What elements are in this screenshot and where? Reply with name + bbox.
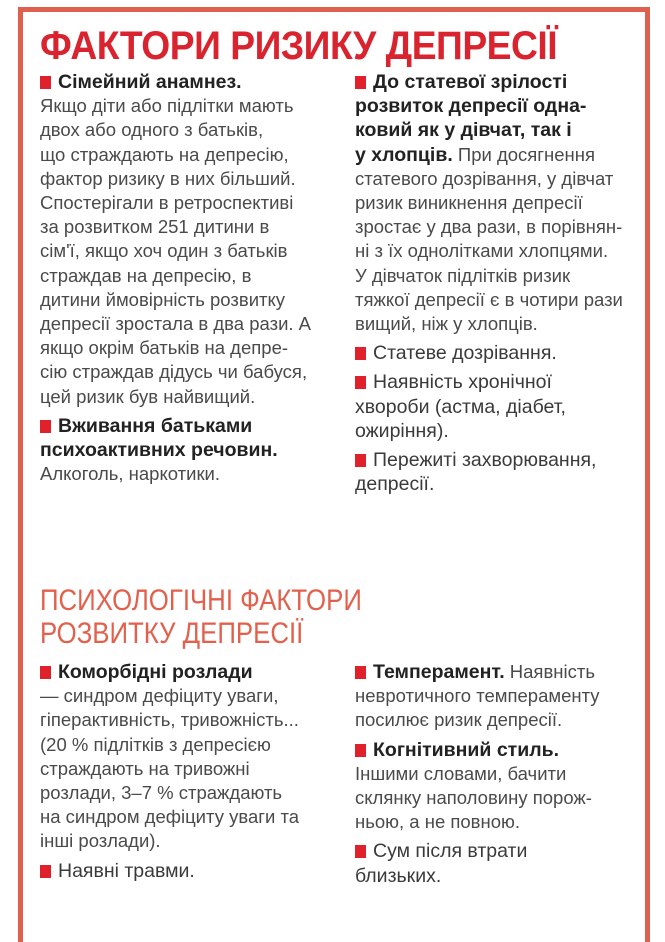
item-text: розлади, 3–7 % страждають bbox=[40, 782, 283, 804]
red-square-bullet-icon bbox=[355, 845, 366, 858]
item-lead: у хлопців. bbox=[355, 143, 453, 166]
red-square-bullet-icon bbox=[40, 666, 51, 679]
red-square-bullet-icon bbox=[355, 347, 366, 360]
item-text: двох або одного з батьків, bbox=[40, 119, 264, 141]
item-text: (20 % підлітків з депресією bbox=[40, 733, 271, 755]
red-square-bullet-icon bbox=[355, 76, 366, 89]
item-text: сім'ї, якщо хоч один з батьків bbox=[40, 240, 288, 262]
item-text: якщо окрім батьків на депре- bbox=[40, 337, 289, 359]
risk-factors-left-column bbox=[40, 70, 320, 491]
item-text: на синдром дефіциту уваги та bbox=[40, 806, 300, 828]
item-text: невротичного темпераменту bbox=[355, 685, 600, 707]
list-item-trauma bbox=[40, 859, 320, 883]
red-square-bullet-icon bbox=[40, 420, 51, 433]
item-lead: Когнітивний стиль. bbox=[373, 738, 560, 761]
list-item-cognitive-style bbox=[355, 738, 635, 835]
list-item-comorbid-disorders bbox=[40, 660, 320, 854]
item-text: страждають на тривожні bbox=[40, 757, 250, 779]
item-lead: Коморбідні розлади bbox=[58, 661, 253, 683]
item-text: інші розлади). bbox=[40, 830, 161, 852]
red-square-bullet-icon bbox=[355, 376, 366, 389]
red-square-bullet-icon bbox=[355, 454, 366, 467]
item-lead: Вживання батьками bbox=[58, 414, 253, 437]
item-text: При досягнення bbox=[457, 143, 596, 165]
item-text: статевого дозрівання, у дівчат bbox=[355, 167, 614, 189]
item-text: хвороби (астма, діабет, bbox=[355, 395, 566, 418]
list-item-past-illness bbox=[355, 448, 635, 496]
item-lead: розвиток депресії одна- bbox=[355, 95, 587, 118]
item-text: дитини ймовірність розвитку bbox=[40, 288, 286, 310]
list-item-family-history bbox=[40, 70, 320, 409]
item-text: Наявні травми. bbox=[58, 859, 195, 882]
item-text: страждав на депресію, в bbox=[40, 264, 252, 286]
item-text: У дівчаток підлітків ризик bbox=[355, 264, 571, 286]
list-item-parental-substance-use bbox=[40, 414, 320, 487]
item-text: Статеве дозрівання. bbox=[373, 342, 557, 365]
item-text: тяжкої депресії є в чотири рази bbox=[355, 288, 623, 310]
item-text: вищий, ніж у хлопців. bbox=[355, 313, 538, 335]
item-text: посилює ризик депресії. bbox=[355, 709, 563, 731]
item-text: — синдром дефіциту уваги, bbox=[40, 685, 279, 707]
item-text: що страждають на депресію, bbox=[40, 143, 289, 165]
red-square-bullet-icon bbox=[40, 865, 51, 878]
item-text: Спостерігали в ретроспективі bbox=[40, 192, 294, 214]
item-text: зростає у два рази, в порівнян- bbox=[355, 216, 623, 238]
subtitle-line: РОЗВИТКУ ДЕПРЕСІЇ bbox=[40, 617, 304, 650]
list-item-temperament bbox=[355, 660, 635, 733]
item-text: Якщо діти або підлітки мають bbox=[40, 95, 294, 117]
item-text: ні з їх однолітками хлопцями. bbox=[355, 240, 609, 262]
red-square-bullet-icon bbox=[355, 666, 366, 679]
item-text: сію страждав дідусь чи бабуся, bbox=[40, 361, 308, 383]
item-text: Наявність bbox=[509, 661, 595, 682]
item-lead: Сімейний анамнез. bbox=[58, 71, 242, 93]
list-item-grief bbox=[355, 839, 635, 887]
item-text: ожиріння). bbox=[355, 419, 449, 442]
item-text: депресії. bbox=[355, 473, 435, 496]
item-text: склянку наполовину порож- bbox=[355, 787, 592, 809]
red-square-bullet-icon bbox=[40, 76, 51, 89]
item-text: Пережиті захворювання, bbox=[373, 449, 597, 472]
item-lead: До статевої зрілості bbox=[373, 71, 568, 93]
item-text: фактор ризику в них більший. bbox=[40, 167, 296, 189]
item-text: гіперактивність, тривожність... bbox=[40, 709, 299, 731]
section-subtitle bbox=[40, 584, 362, 650]
psych-factors-left-column bbox=[40, 660, 320, 888]
item-text: близьких. bbox=[355, 864, 442, 887]
item-text: Сум після втрати bbox=[373, 840, 528, 863]
item-text: депресії зростала в два рази. А bbox=[40, 313, 312, 335]
subtitle-line: ПСИХОЛОГІЧНІ ФАКТОРИ bbox=[40, 584, 362, 617]
item-text: за розвитком 251 дитини в bbox=[40, 216, 270, 238]
red-square-bullet-icon bbox=[355, 744, 366, 757]
item-text: ньою, а не повною. bbox=[355, 811, 521, 833]
item-text: цей ризик був найвищий. bbox=[40, 385, 256, 407]
item-lead: ковий як у дівчат, так і bbox=[355, 119, 572, 142]
item-lead: психоактивних речовин. bbox=[40, 439, 278, 462]
page-title: ФАКТОРИ РИЗИКУ ДЕПРЕСІЇ bbox=[40, 24, 558, 68]
item-lead: Темперамент. bbox=[373, 661, 505, 683]
item-text: ризик виникнення депресії bbox=[355, 192, 583, 214]
psych-factors-right-column bbox=[355, 660, 635, 893]
risk-factors-right-column bbox=[355, 70, 635, 501]
list-item-puberty-gender bbox=[355, 70, 635, 336]
list-item-puberty bbox=[355, 341, 635, 365]
list-item-chronic-disease bbox=[355, 370, 635, 443]
item-text: Наявність хронічної bbox=[373, 371, 552, 394]
item-text: Алкоголь, наркотики. bbox=[40, 463, 221, 485]
item-text: Іншими словами, бачити bbox=[355, 762, 567, 784]
